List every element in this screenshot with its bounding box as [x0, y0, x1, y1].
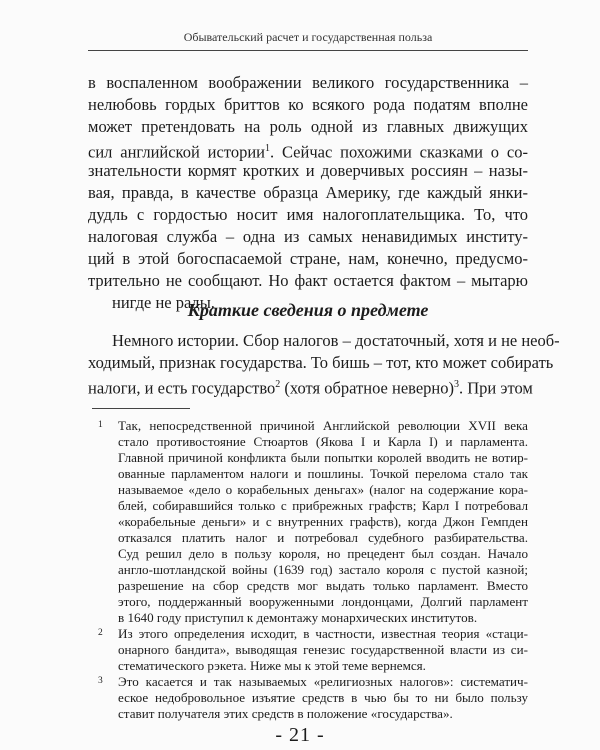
- body-line: вая, правда, в качестве образца Америку, где каждый янки-: [88, 183, 528, 202]
- page-number: - 21 -: [275, 724, 325, 746]
- footnote-line: Главной причиной конфликта были попытки королей вводить не вотир-: [118, 450, 528, 465]
- body-line: [88, 374, 533, 398]
- footnote-line: англо-шотландской войны (1639 год) застало короля с пустой казной;: [118, 562, 528, 577]
- body-text: . Сейчас похожими сказками о со-: [269, 142, 528, 162]
- body-line: может претендовать на роль одной из главных движущих: [88, 117, 528, 136]
- running-header: Обывательский расчет и государственная польза: [183, 30, 433, 44]
- footnote-line: этого, поддержанный вооруженными лондонцами, Долгий парламент: [118, 594, 528, 609]
- footnote-ref: 1: [264, 143, 270, 154]
- body-line: трительно не сообщают. Но факт остается фактом – мытарю: [88, 271, 528, 290]
- footnote-line: Суд решил дело в пользу короля, но прецедент был создан. Начало: [118, 546, 528, 561]
- body-line: ций в этой богоспасаемой стране, нам, конечно, предусмо-: [88, 249, 528, 268]
- footnote-line: Из этого определения исходит, в частности, известная теория «стаци-: [118, 626, 528, 641]
- body-line: нелюбовь гордых бриттов ко всякого рода податям вполне: [88, 95, 528, 114]
- body-line: ходимый, признак государства. То бишь – тот, кто может собирать: [88, 353, 554, 372]
- footnote-line: в 1640 году приступил к демонтажу монархических институтов.: [118, 610, 478, 625]
- footnote-line: ованные парламентом налоги и пошлины. Точкой перелома стало так: [118, 466, 528, 481]
- footnote-line: стало противостояние Стюартов (Якова I и Карла I) и парламента.: [118, 434, 528, 449]
- footnote-line: стематического рэкета. Ниже мы к этой теме вернемся.: [118, 658, 426, 673]
- footnote-line: отказался платить налог и потребовал судебного разбирательства.: [118, 530, 528, 545]
- footnote-ref: 3: [454, 379, 459, 390]
- footnote-line: «корабельные деньги» и с внутренних графств), когда Джон Гемпден: [118, 514, 528, 529]
- body-text: . При этом: [459, 378, 533, 398]
- body-line: нигде не рады.: [112, 293, 215, 312]
- section-heading: Краткие сведения о предмете: [187, 300, 429, 320]
- footnote-separator: [92, 408, 190, 409]
- body-line: [88, 138, 528, 160]
- footnote-line: блей, собиравшийся только с прибрежных графств; Карл I потребовал: [118, 498, 528, 513]
- body-line: в воспаленном воображении великого государственника –: [88, 73, 528, 92]
- body-line: Немного истории. Сбор налогов – достаточный, хотя и не необ-: [112, 331, 560, 350]
- footnote-line: разрешение на сбор средств мог выдать только парламент. Вместо: [118, 578, 528, 593]
- body-text: сил английской истории: [88, 142, 265, 162]
- footnote-number: 1: [98, 420, 103, 430]
- footnote-line: еское недобровольное изъятие средств в чью бы то ни было пользу: [118, 690, 528, 705]
- body-text: (хотя обратное неверно): [280, 378, 454, 398]
- footnote-line: Так, непосредственной причиной Английской революции XVII века: [118, 418, 528, 433]
- footnote-number: 2: [98, 628, 103, 638]
- footnote-number: 3: [98, 676, 103, 686]
- body-text: налоги, и есть государство: [88, 378, 276, 398]
- footnote-line: называемое «дело о корабельных деньгах» (налог на содержание кора-: [118, 482, 528, 497]
- body-line: дудль с гордостью носит имя налогоплательщика. То, что: [88, 205, 528, 224]
- header-rule: [88, 50, 528, 51]
- footnote-line: Это касается и так называемых «религиозных налогов»: систематич-: [118, 674, 528, 689]
- body-line: налоговая служба – одна из самых ненавидимых институ-: [88, 227, 528, 246]
- body-line: знательности кормят кротких и доверчивых россиян – назы-: [88, 161, 528, 180]
- footnote-ref: 2: [275, 379, 281, 390]
- footnote-line: онарного бандита», выводящая генезис государственной власти из си-: [118, 642, 528, 657]
- footnote-line: ставит получателя этих средств в положение «государства».: [118, 706, 453, 721]
